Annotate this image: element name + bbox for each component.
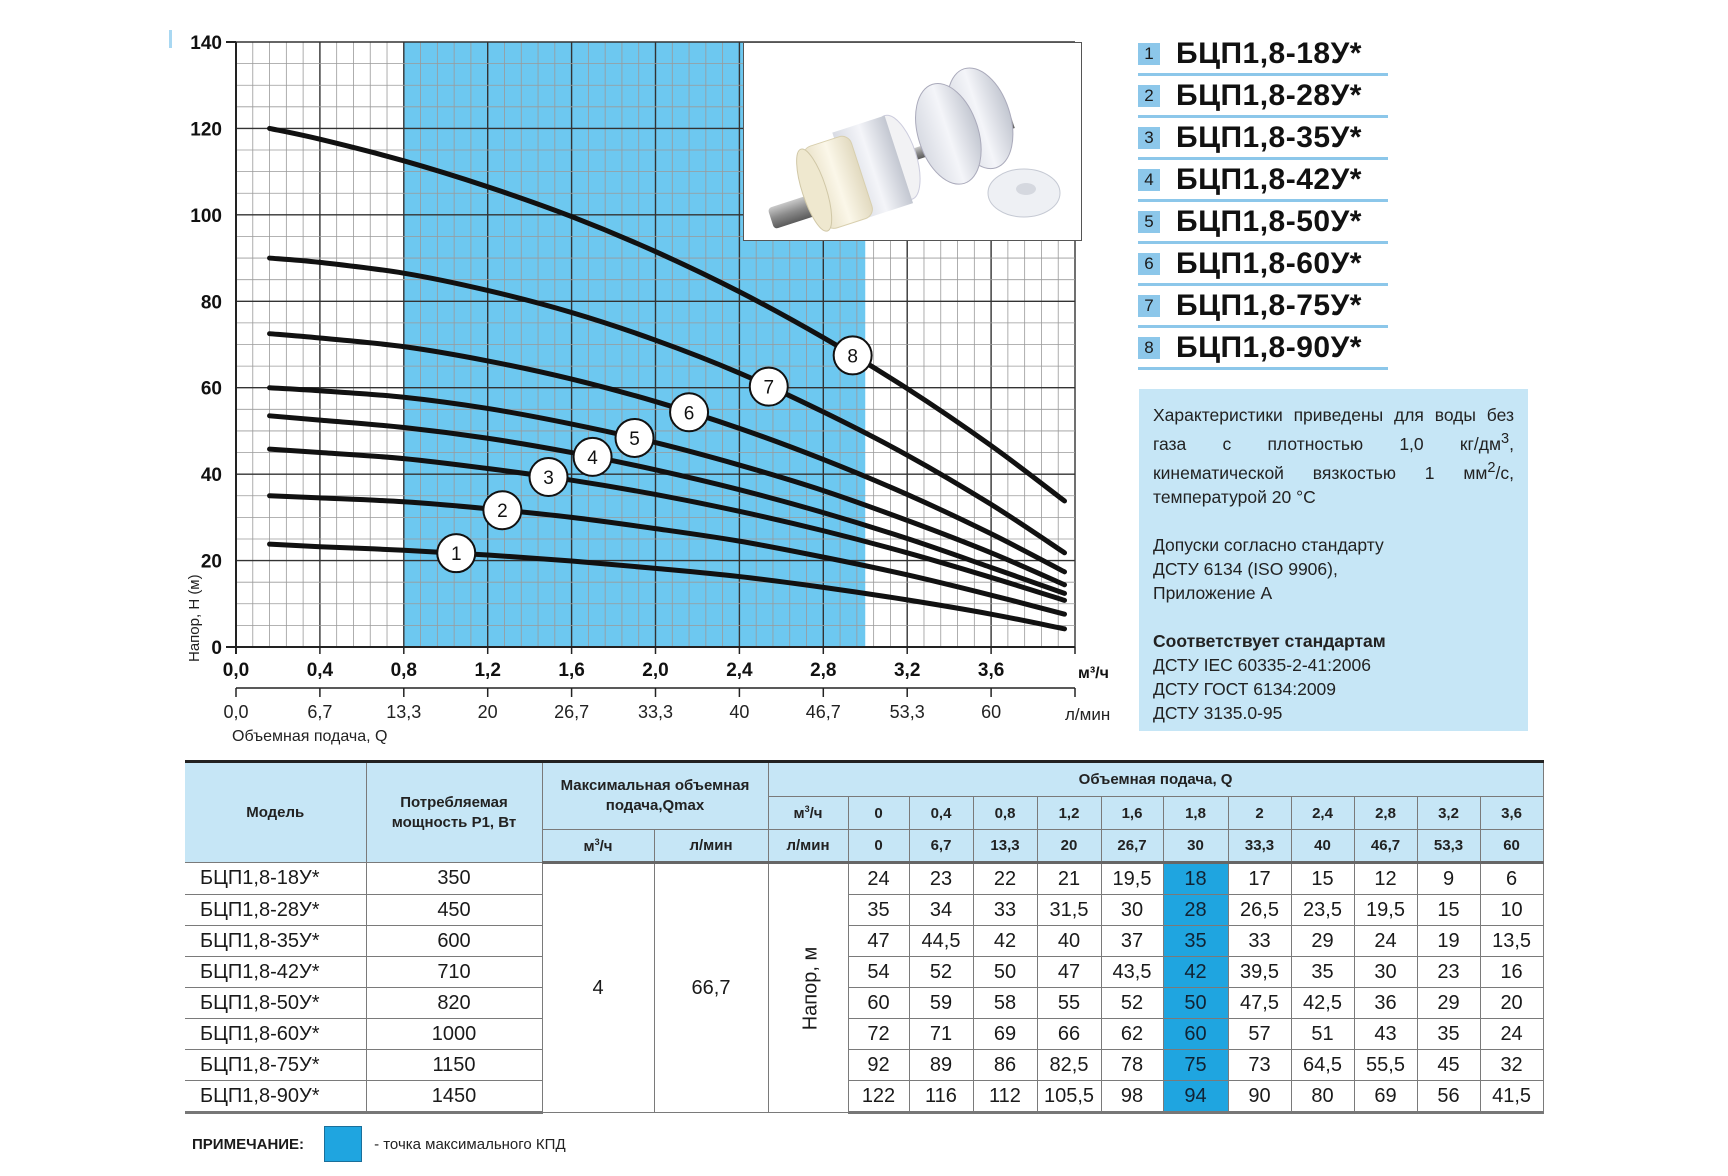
cell-head: 71 (909, 1019, 973, 1050)
cell-head: 15 (1417, 895, 1480, 926)
cell-head-max-efficiency: 42 (1163, 957, 1228, 988)
cell-head: 43,5 (1101, 957, 1163, 988)
header-power: Потребляемая мощность Р1, Вт (366, 762, 542, 863)
legend-item (1138, 202, 1388, 244)
y-tick-label: 140 (190, 33, 222, 54)
cell-head: 15 (1291, 863, 1354, 895)
cell-head: 33 (973, 895, 1037, 926)
legend-number: 4 (1138, 169, 1160, 191)
header-flow-lmin: 6,7 (909, 830, 973, 863)
cell-head: 89 (909, 1050, 973, 1081)
cell-head: 78 (1101, 1050, 1163, 1081)
cell-power: 450 (366, 895, 542, 926)
legend-item (1138, 118, 1388, 160)
pump-assembly-image (744, 43, 1080, 239)
legend-number: 3 (1138, 127, 1160, 149)
cell-model: БЦП1,8-42У* (185, 957, 366, 988)
info-box (1139, 389, 1528, 731)
header-flow-lmin: 53,3 (1417, 830, 1480, 863)
cell-head: 40 (1037, 926, 1101, 957)
header-flow-lmin: 60 (1480, 830, 1543, 863)
header-flow-m3h: 2,4 (1291, 797, 1354, 830)
header-flow-lmin: 26,7 (1101, 830, 1163, 863)
legend-model-name: БЦП1,8-60У* (1176, 246, 1362, 280)
curve-marker-label: 8 (847, 346, 858, 368)
cell-model: БЦП1,8-28У* (185, 895, 366, 926)
x-tick-label: 2,0 (642, 660, 669, 681)
note-text: - точка максимального КПД (374, 1135, 566, 1153)
curve-marker-label: 3 (543, 467, 554, 489)
cell-head: 90 (1228, 1081, 1291, 1113)
cell-head: 33 (1228, 926, 1291, 957)
cell-head: 122 (848, 1081, 909, 1113)
cell-head: 44,5 (909, 926, 973, 957)
cell-head: 82,5 (1037, 1050, 1101, 1081)
legend-number: 5 (1138, 211, 1160, 233)
head-label: Напор, м (798, 946, 821, 1030)
header-flow-m3h: 1,2 (1037, 797, 1101, 830)
header-model: Модель (185, 762, 366, 863)
cell-head: 9 (1417, 863, 1480, 895)
cell-head: 47 (848, 926, 909, 957)
legend-number: 2 (1138, 85, 1160, 107)
cell-head: 47,5 (1228, 988, 1291, 1019)
curve-marker-label: 5 (629, 428, 640, 450)
cell-head: 69 (1354, 1081, 1417, 1113)
legend-item (1138, 160, 1388, 202)
cell-head-max-efficiency: 35 (1163, 926, 1228, 957)
header-flow-m3h: 0 (848, 797, 909, 830)
curve-marker-label: 1 (450, 544, 462, 566)
cell-head: 86 (973, 1050, 1037, 1081)
legend-model-name: БЦП1,8-42У* (1176, 162, 1362, 196)
cell-model: БЦП1,8-50У* (185, 988, 366, 1019)
header-flow-m3h: 2,8 (1354, 797, 1417, 830)
table-row (185, 988, 1543, 1019)
cell-qmax-lmin: 66,7 (654, 863, 768, 1113)
cell-head: 30 (1101, 895, 1163, 926)
cell-head: 55,5 (1354, 1050, 1417, 1081)
header-flow-m3h: 2 (1228, 797, 1291, 830)
x-tick-label: 2,8 (810, 660, 837, 681)
y-tick-label: 40 (200, 465, 222, 487)
cell-head: 10 (1480, 895, 1543, 926)
x2-unit-label: л/мин (1065, 705, 1111, 724)
legend-model-name: БЦП1,8-90У* (1176, 330, 1362, 364)
legend-model-name: БЦП1,8-35У* (1176, 120, 1362, 154)
table-row (185, 895, 1543, 926)
y-axis-title: Напор, Н (м) (186, 574, 203, 662)
info-conditions: Характеристики приведены для воды без газа с плотностью 1,0 $кг/дм^3$, кинематической вязкостью 1 $мм^2/с$, температурой 20 °С (1153, 405, 1514, 507)
y-tick-label: 100 (190, 205, 222, 227)
cell-head: 19,5 (1354, 895, 1417, 926)
cell-head: 24 (1354, 926, 1417, 957)
cell-head: 39,5 (1228, 957, 1291, 988)
cell-head: 42,5 (1291, 988, 1354, 1019)
curve-marker-label: 4 (587, 447, 598, 469)
cell-head: 73 (1228, 1050, 1291, 1081)
cell-head: 13,5 (1480, 926, 1543, 957)
note (192, 1126, 566, 1162)
legend-model-name: БЦП1,8-50У* (1176, 204, 1362, 238)
cell-head: 17 (1228, 863, 1291, 895)
x2-tick-label: 13,3 (386, 702, 422, 722)
cell-power: 600 (366, 926, 542, 957)
x-tick-label: 0,4 (306, 660, 334, 681)
cell-head: 60 (848, 988, 909, 1019)
cell-head: 26,5 (1228, 895, 1291, 926)
cell-head: 105,5 (1037, 1081, 1101, 1113)
cell-head: 6 (1480, 863, 1543, 895)
cell-head-max-efficiency: 18 (1163, 863, 1228, 895)
header-flow-lmin: 0 (848, 830, 909, 863)
legend-model-name: БЦП1,8-28У* (1176, 78, 1362, 112)
cell-power: 350 (366, 863, 542, 895)
cell-head: 37 (1101, 926, 1163, 957)
x-unit-label: м³/ч (1078, 665, 1109, 682)
y-tick-label: 0 (211, 638, 222, 659)
cell-model: БЦП1,8-60У* (185, 1019, 366, 1050)
header-flow-lmin: 46,7 (1354, 830, 1417, 863)
table-row (185, 863, 1543, 895)
spec-table (185, 760, 1544, 1114)
cell-power: 1450 (366, 1081, 542, 1113)
cell-head: 66 (1037, 1019, 1101, 1050)
x-axis-title: Объемная подача, Q (232, 728, 388, 745)
x2-tick-label: 0,0 (223, 702, 249, 722)
cell-model: БЦП1,8-18У* (185, 863, 366, 895)
header-flow-m3h: 3,2 (1417, 797, 1480, 830)
pump-photo (743, 42, 1082, 241)
cell-head: 62 (1101, 1019, 1163, 1050)
table-row (185, 926, 1543, 957)
cell-head: 31,5 (1037, 895, 1101, 926)
x-tick-label: 3,2 (893, 660, 921, 681)
x-tick-label: 0,8 (390, 660, 418, 681)
cell-head: 50 (973, 957, 1037, 988)
legend-item (1138, 328, 1388, 370)
cell-head-max-efficiency: 28 (1163, 895, 1228, 926)
curve-marker-label: 6 (683, 403, 695, 425)
cell-head: 72 (848, 1019, 909, 1050)
cell-head: 29 (1417, 988, 1480, 1019)
cell-head: 36 (1354, 988, 1417, 1019)
cell-power: 710 (366, 957, 542, 988)
cell-head: 64,5 (1291, 1050, 1354, 1081)
note-swatch (324, 1126, 362, 1162)
cell-head: 35 (848, 895, 909, 926)
header-flow: Объемная подача, Q (768, 762, 1543, 797)
info-tolerances: Допуски согласно стандарту ДСТУ 6134 (ISO 9906), Приложение А (1153, 534, 1384, 603)
cell-power: 820 (366, 988, 542, 1019)
y-tick-label: 80 (200, 292, 222, 314)
cell-head-max-efficiency: 60 (1163, 1019, 1228, 1050)
x-tick-label: 3,6 (977, 660, 1005, 681)
info-standards: Соответствует стандартам ДСТУ IEC 60335-2-41:2006 ДСТУ ГОСТ 6134:2009 ДСТУ 3135.0-95 (1153, 630, 1386, 723)
y-tick-label: 20 (200, 551, 222, 573)
x-tick-label: 2,4 (726, 660, 753, 681)
cell-head-max-efficiency: 50 (1163, 988, 1228, 1019)
cell-head: 42 (973, 926, 1037, 957)
cell-head: 41,5 (1480, 1081, 1543, 1113)
cell-head: 92 (848, 1050, 909, 1081)
legend-number: 6 (1138, 253, 1160, 275)
cell-head: 69 (973, 1019, 1037, 1050)
x2-tick-label: 33,3 (637, 702, 674, 722)
cell-head: 56 (1417, 1081, 1480, 1113)
cell-power: 1000 (366, 1019, 542, 1050)
header-flow-lmin: 30 (1163, 830, 1228, 863)
legend-item (1138, 244, 1388, 286)
header-qmax: Максимальная объемная подача,Qmax (542, 762, 768, 830)
cell-head: 21 (1037, 863, 1101, 895)
header-unit-lmin: л/мин (768, 830, 848, 863)
header-unit-m3h: $м^3/ч$ (768, 797, 848, 830)
x-tick-label: 1,6 (558, 660, 585, 681)
legend-number: 7 (1138, 295, 1160, 317)
cell-head: 29 (1291, 926, 1354, 957)
cell-head: 12 (1354, 863, 1417, 895)
cell-head: 57 (1228, 1019, 1291, 1050)
cell-head: 24 (848, 863, 909, 895)
y-tick-label: 120 (190, 119, 222, 141)
curve-marker-label: 2 (497, 501, 508, 523)
cell-head: 54 (848, 957, 909, 988)
cell-head: 23,5 (1291, 895, 1354, 926)
legend-number: 1 (1138, 43, 1160, 65)
curve-marker-label: 7 (763, 377, 775, 399)
cell-head: 23 (1417, 957, 1480, 988)
cell-head: 52 (909, 957, 973, 988)
cell-head-label (768, 863, 848, 1113)
cell-head: 34 (909, 895, 973, 926)
cell-qmax-m3h: 4 (542, 863, 654, 1113)
cell-head: 47 (1037, 957, 1101, 988)
table-row (185, 957, 1543, 988)
header-flow-m3h: 0,4 (909, 797, 973, 830)
cell-head: 20 (1480, 988, 1543, 1019)
cell-head: 35 (1417, 1019, 1480, 1050)
cell-head: 43 (1354, 1019, 1417, 1050)
header-flow-lmin: 13,3 (973, 830, 1037, 863)
chart-legend (1138, 34, 1388, 370)
header-flow-lmin: 40 (1291, 830, 1354, 863)
cell-head: 30 (1354, 957, 1417, 988)
x2-tick-label: 46,7 (805, 702, 841, 722)
x2-tick-label: 53,3 (889, 702, 925, 722)
note-label: ПРИМЕЧАНИЕ: (192, 1135, 305, 1153)
cell-head: 23 (909, 863, 973, 895)
cell-head-max-efficiency: 75 (1163, 1050, 1228, 1081)
cell-head: 59 (909, 988, 973, 1019)
cell-head: 22 (973, 863, 1037, 895)
header-qmax-m3h: $м^3/ч$ (542, 830, 654, 863)
x2-tick-label: 60 (981, 702, 1002, 722)
x2-tick-label: 20 (477, 702, 498, 722)
cell-head: 16 (1480, 957, 1543, 988)
legend-number: 8 (1138, 337, 1160, 359)
cell-head: 19,5 (1101, 863, 1163, 895)
header-flow-m3h: 1,8 (1163, 797, 1228, 830)
cell-head: 98 (1101, 1081, 1163, 1113)
table-row (185, 1019, 1543, 1050)
header-flow-m3h: 1,6 (1101, 797, 1163, 830)
cell-head: 24 (1480, 1019, 1543, 1050)
header-flow-m3h: 0,8 (973, 797, 1037, 830)
header-flow-lmin: 20 (1037, 830, 1101, 863)
header-flow-m3h: 3,6 (1480, 797, 1543, 830)
table-row (185, 1050, 1543, 1081)
legend-model-name: БЦП1,8-18У* (1176, 36, 1362, 70)
x-tick-label: 0,0 (222, 660, 250, 681)
x2-tick-label: 26,7 (554, 702, 590, 722)
y-tick-label: 60 (200, 378, 222, 400)
header-flow-lmin: 33,3 (1228, 830, 1291, 863)
x2-tick-label: 40 (729, 702, 750, 722)
cell-head: 55 (1037, 988, 1101, 1019)
cell-head: 116 (909, 1081, 973, 1113)
cell-power: 1150 (366, 1050, 542, 1081)
legend-item (1138, 76, 1388, 118)
cell-head: 32 (1480, 1050, 1543, 1081)
legend-item (1138, 34, 1388, 76)
x2-tick-label: 6,7 (307, 702, 333, 722)
cell-head-max-efficiency: 94 (1163, 1081, 1228, 1113)
cell-head: 45 (1417, 1050, 1480, 1081)
table-row (185, 1081, 1543, 1113)
legend-item (1138, 286, 1388, 328)
cell-head: 52 (1101, 988, 1163, 1019)
cell-model: БЦП1,8-35У* (185, 926, 366, 957)
header-qmax-lmin: л/мин (654, 830, 768, 863)
x-tick-label: 1,2 (474, 660, 501, 681)
cell-head: 35 (1291, 957, 1354, 988)
cell-model: БЦП1,8-90У* (185, 1081, 366, 1113)
cell-head: 112 (973, 1081, 1037, 1113)
cell-model: БЦП1,8-75У* (185, 1050, 366, 1081)
legend-model-name: БЦП1,8-75У* (1176, 288, 1362, 322)
cell-head: 19 (1417, 926, 1480, 957)
cell-head: 80 (1291, 1081, 1354, 1113)
cell-head: 51 (1291, 1019, 1354, 1050)
cell-head: 58 (973, 988, 1037, 1019)
